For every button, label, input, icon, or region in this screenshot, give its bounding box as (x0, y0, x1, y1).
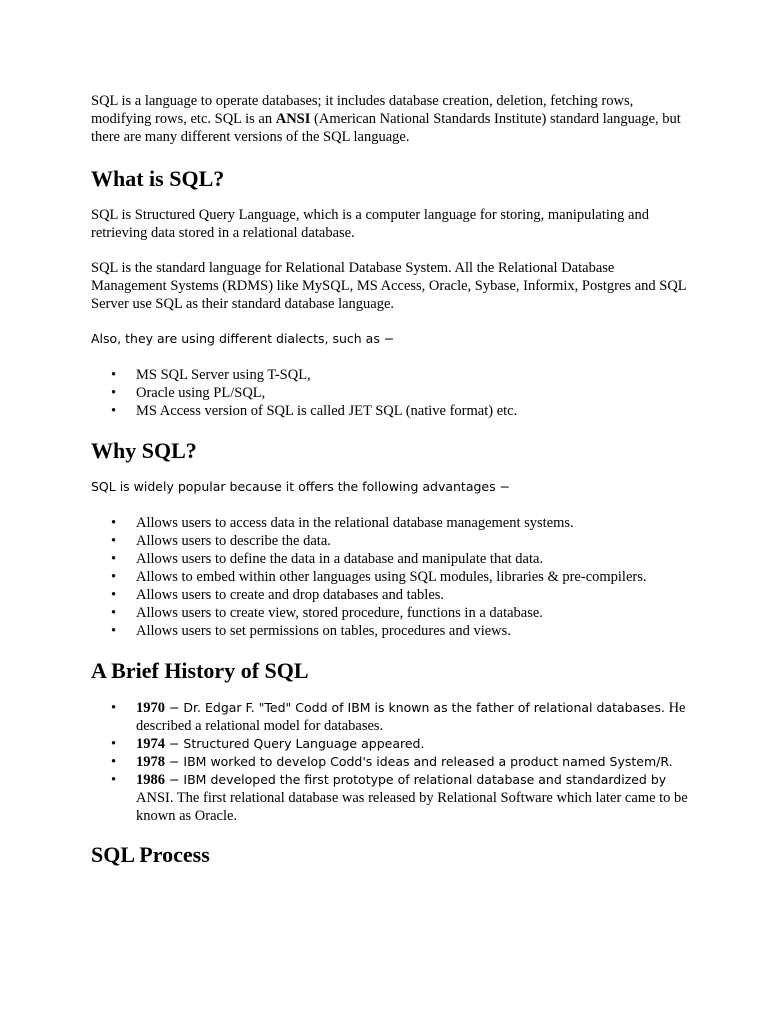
list-item: • Allows users to create and drop databases and tables. (91, 586, 691, 604)
history-text: − Structured Query Language appeared. (165, 736, 425, 751)
list-item (91, 753, 691, 771)
what-paragraph-3: Also, they are using different dialects, such as − (91, 331, 395, 346)
history-year: 1970 (136, 700, 165, 716)
heading-why-sql: Why SQL? (91, 438, 197, 463)
intro-text-start: SQL is a language to operate databases; it includes database creation, deletion, fetching rows, modifying rows, etc. SQL is an (91, 93, 634, 127)
list-item: • MS SQL Server using T-SQL, (91, 366, 691, 384)
what-paragraph-2: SQL is the standard language for Relational Database System. All the Relational Database Management Systems (RDMS) like MySQL, MS Access, Oracle, Sybase, Informix, Postgres and SQL Server use SQL as their standard database language. (91, 260, 687, 312)
history-year: 1974 (136, 736, 165, 752)
list-item: • Oracle using PL/SQL, (91, 384, 691, 402)
heading-what-is-sql: What is SQL? (91, 166, 225, 191)
list-item: • Allows users to describe the data. (91, 532, 691, 550)
list-item (91, 735, 691, 753)
intro-ansi-bold: ANSI (275, 111, 311, 127)
intro-paragraph (91, 92, 691, 146)
list-item: • Allows users to create view, stored procedure, functions in a database. (91, 604, 691, 622)
why-paragraph: SQL is widely popular because it offers the following advantages − (91, 479, 511, 494)
history-text-cont: ANSI. The first relational database was released by Relational Software which later came to be known as Oracle. (136, 790, 688, 824)
advantages-list (91, 514, 691, 640)
history-text: − IBM worked to develop Codd's ideas and released a product named System/R. (165, 754, 673, 769)
list-item: • Allows users to set permissions on tables, procedures and views. (91, 622, 691, 640)
heading-history: A Brief History of SQL (91, 658, 309, 683)
history-list (91, 699, 691, 825)
history-text-cont: He described a relational model for databases. (136, 700, 686, 734)
history-text: − IBM developed the first prototype of relational database and standardized by (165, 772, 667, 787)
list-item (91, 771, 691, 825)
list-item: • Allows users to define the data in a database and manipulate that data. (91, 550, 691, 568)
dialects-list (91, 366, 691, 420)
what-paragraph-1: SQL is Structured Query Language, which is a computer language for storing, manipulating and retrieving data stored in a relational database. (91, 207, 649, 241)
history-text: − Dr. Edgar F. "Ted" Codd of IBM is known as the father of relational databases. (165, 700, 665, 715)
intro-text-end: (American National Standards Institute) standard language, but there are many different versions of the SQL language. (91, 111, 681, 145)
heading-sql-process: SQL Process (91, 842, 210, 867)
list-item: • Allows to embed within other languages using SQL modules, libraries & pre-compilers. (91, 568, 691, 586)
document-body (91, 92, 691, 868)
list-item: • MS Access version of SQL is called JET SQL (native format) etc. (91, 402, 691, 420)
list-item: • Allows users to access data in the relational database management systems. (91, 514, 691, 532)
history-year: 1986 (136, 772, 165, 788)
list-item (91, 699, 691, 735)
history-year: 1978 (136, 754, 165, 770)
